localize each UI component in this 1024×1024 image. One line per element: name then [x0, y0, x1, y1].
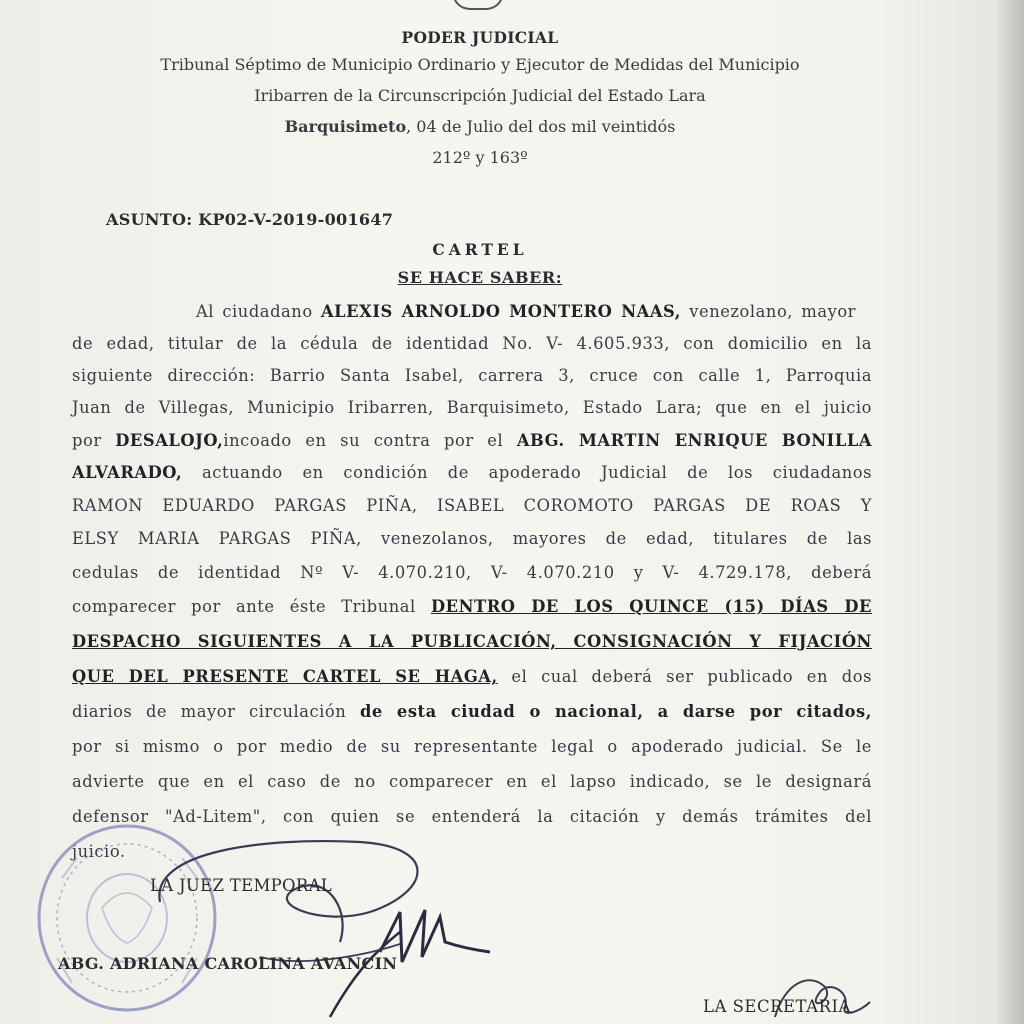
judge-title: LA JUEZ TEMPORAL — [150, 876, 333, 895]
judge-signature-icon — [140, 832, 500, 1022]
body-line: de edad, titular de la cédula de identidad No. V- 4.605.933, con domicilio en la — [72, 334, 872, 353]
body-line: RAMON EDUARDO PARGAS PIÑA, ISABEL COROMOTO PARGAS DE ROAS Y — [72, 496, 872, 515]
case-number: ASUNTO: KP02-V-2019-001647 — [106, 210, 394, 229]
body-line: siguiente dirección: Barrio Santa Isabel, carrera 3, cruce con calle 1, Parroquia — [72, 366, 872, 385]
body-line: ALVARADO, actuando en condición de apoderado Judicial de los ciudadanos — [72, 463, 872, 482]
institution-title: PODER JUDICIAL — [401, 28, 559, 47]
city-name: Barquisimeto — [284, 117, 407, 136]
body-line: por DESALOJO,incoado en su contra por el ABG. MARTIN ENRIQUE BONILLA — [72, 431, 873, 450]
body-line: defensor "Ad-Litem", con quien se entenderá la citación y demás trámites del — [72, 807, 872, 826]
body-line: Al ciudadano ALEXIS ARNOLDO MONTERO NAAS, venezolano, mayor — [196, 302, 857, 321]
body-line: QUE DEL PRESENTE CARTEL SE HAGA, el cual deberá ser publicado en dos — [72, 667, 872, 686]
body-line: diarios de mayor circulación de esta ciudad o nacional, a darse por citados, — [72, 702, 872, 721]
document-date: , 04 de Julio del dos mil veintidós — [406, 117, 676, 136]
body-line: cedulas de identidad Nº V- 4.070.210, V- 4.070.210 y V- 4.729.178, deberá — [72, 563, 872, 582]
body-line: DESPACHO SIGUIENTES A LA PUBLICACIÓN, CONSIGNACIÓN Y FIJACIÓN — [72, 632, 872, 651]
tribunal-name-line2: Iribarren de la Circunscripción Judicial del Estado Lara — [254, 86, 706, 105]
body-line: ELSY MARIA PARGAS PIÑA, venezolanos, mayores de edad, titulares de las — [72, 529, 872, 548]
tribunal-name-line1: Tribunal Séptimo de Municipio Ordinario y Ejecutor de Medidas del Municipio — [160, 55, 800, 74]
body-line: advierte que en el caso de no comparecer en el lapso indicado, se le designará — [72, 772, 872, 791]
judge-name: ABG. ADRIANA CAROLINA AVANCIN — [58, 954, 398, 973]
secretary-title: LA SECRETARIA — [703, 997, 851, 1016]
place-date-line — [60, 117, 900, 136]
coat-of-arms-icon — [452, 0, 504, 10]
body-line: por si mismo o por medio de su representante legal o apoderado judicial. Se le — [72, 737, 872, 756]
body-line: comparecer por ante éste Tribunal DENTRO DE LOS QUINCE (15) DÍAS DE — [72, 597, 872, 616]
notice-heading: SE HACE SABER: — [397, 268, 563, 287]
body-line: Juan de Villegas, Municipio Iribarren, Barquisimeto, Estado Lara; que en el juicio — [72, 398, 872, 417]
body-line: juicio. — [72, 842, 126, 861]
years-line: 212º y 163º — [432, 148, 528, 167]
document-type-heading: CARTEL — [432, 240, 528, 259]
